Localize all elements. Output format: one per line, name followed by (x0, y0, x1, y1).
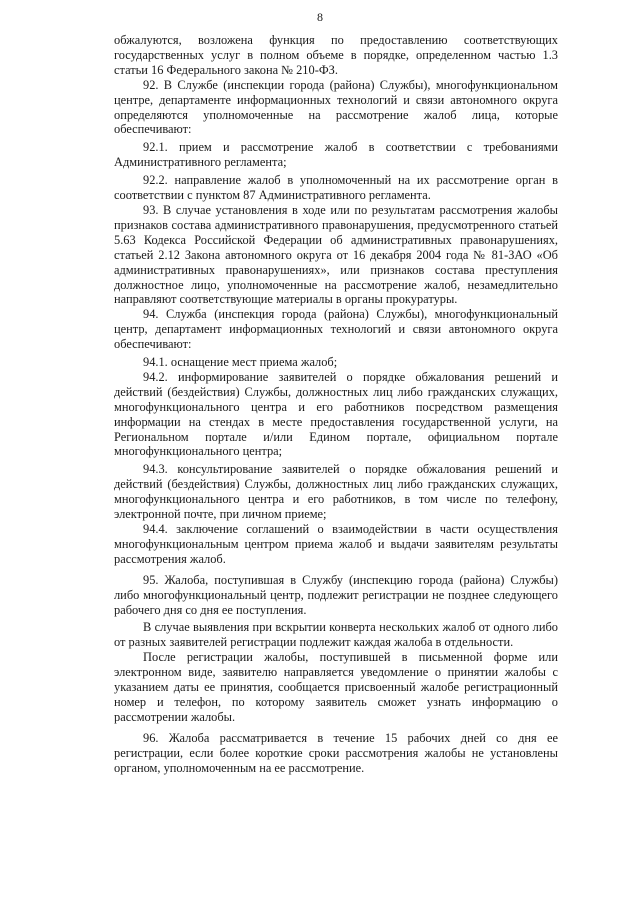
paragraph-95-multiple-complaints: В случае выявления при вскрытии конверта нескольких жалоб от одного либо от разных заявителей регистрации подлежит каждая жалоба в отдельности. (114, 620, 558, 650)
paragraph-94-1: 94.1. оснащение мест приема жалоб; (143, 355, 338, 370)
paragraph-94-4: 94.4. заключение соглашений о взаимодействии в части осуществления многофункциональным центром приема жалоб и выдачи заявителям результаты рассмотрения жалоб. (114, 522, 558, 566)
paragraph-96: 96. Жалоба рассматривается в течение 15 рабочих дней со дня ее регистрации, если более короткие сроки рассмотрения жалобы не установлены органом, уполномоченным на ее рассмотрение. (114, 730, 558, 775)
paragraph-92: 92. В Службе (инспекции города (района) Службы), многофункциональном центре, департаменте информационных технологий и связи автономного округа определяются уполномоченные на рассмотрение жалоб лица, которые обеспечивают: (114, 77, 558, 137)
paragraph-95-notification: После регистрации жалобы, поступившей в письменной форме или электронном виде, заявителю направляется уведомление о принятии жалобы с указанием даты ее принятия, сообщается присвоенный жалобе регистрационный номер и телефон, по которому заявитель сможет узнать информацию о рассмотрении жалобы. (114, 650, 558, 724)
paragraph-94-3: 94.3. консультирование заявителей о порядке обжалования решений и действий (бездействия) Службы, должностных лиц либо гражданских служащих, многофункционального центра и его работников, в том числе по телефону, электронной почте, при личном приеме; (114, 462, 558, 522)
paragraph-continuation: обжалуются, возложена функция по предоставлению соответствующих государственных услуг в полном объеме в порядке, определенном частью 1.3 статьи 16 Федерального закона № 210-ФЗ. (114, 33, 558, 77)
document-body (114, 33, 558, 776)
paragraph-92-2: 92.2. направление жалоб в уполномоченный на их рассмотрение орган в соответствии с пунктом 87 Административного регламента. (114, 173, 558, 203)
paragraph-95: 95. Жалоба, поступившая в Службу (инспекцию города (района) Службы) либо многофункциональный центр, подлежит регистрации не позднее следующего рабочего дня со дня ее поступления. (114, 572, 558, 617)
paragraph-94-2: 94.2. информирование заявителей о порядке обжалования решений и действий (бездействия) Службы, должностных лиц либо гражданских служащих, многофункционального центра и его работников посредством размещения информации на стендах в месте предоставления государственной услуги, на Региональном портале и/или Едином портале, официальном портале многофункционального центра; (114, 369, 558, 459)
paragraph-92-1: 92.1. прием и рассмотрение жалоб в соответствии с требованиями Административного регламента; (114, 140, 558, 170)
page-number: 8 (317, 10, 323, 24)
paragraph-93: 93. В случае установления в ходе или по результатам рассмотрения жалобы признаков состава административного правонарушения, предусмотренного статьей 5.63 Кодекса Российской Федерации об административных правонарушениях, статьей 2.12 Закона автономного округа от 16 декабря 2004 года № 81-ЗАО «Об административных правонарушениях», или признаков состава преступления должностное лицо, уполномоченные на рассмотрение жалоб, незамедлительно направляют соответствующие материалы в органы прокуратуры. (114, 202, 558, 307)
paragraph-94: 94. Служба (инспекция города (района) Службы), многофункциональный центр, департамент информационных технологий и связи автономного округа обеспечивают: (114, 307, 558, 352)
